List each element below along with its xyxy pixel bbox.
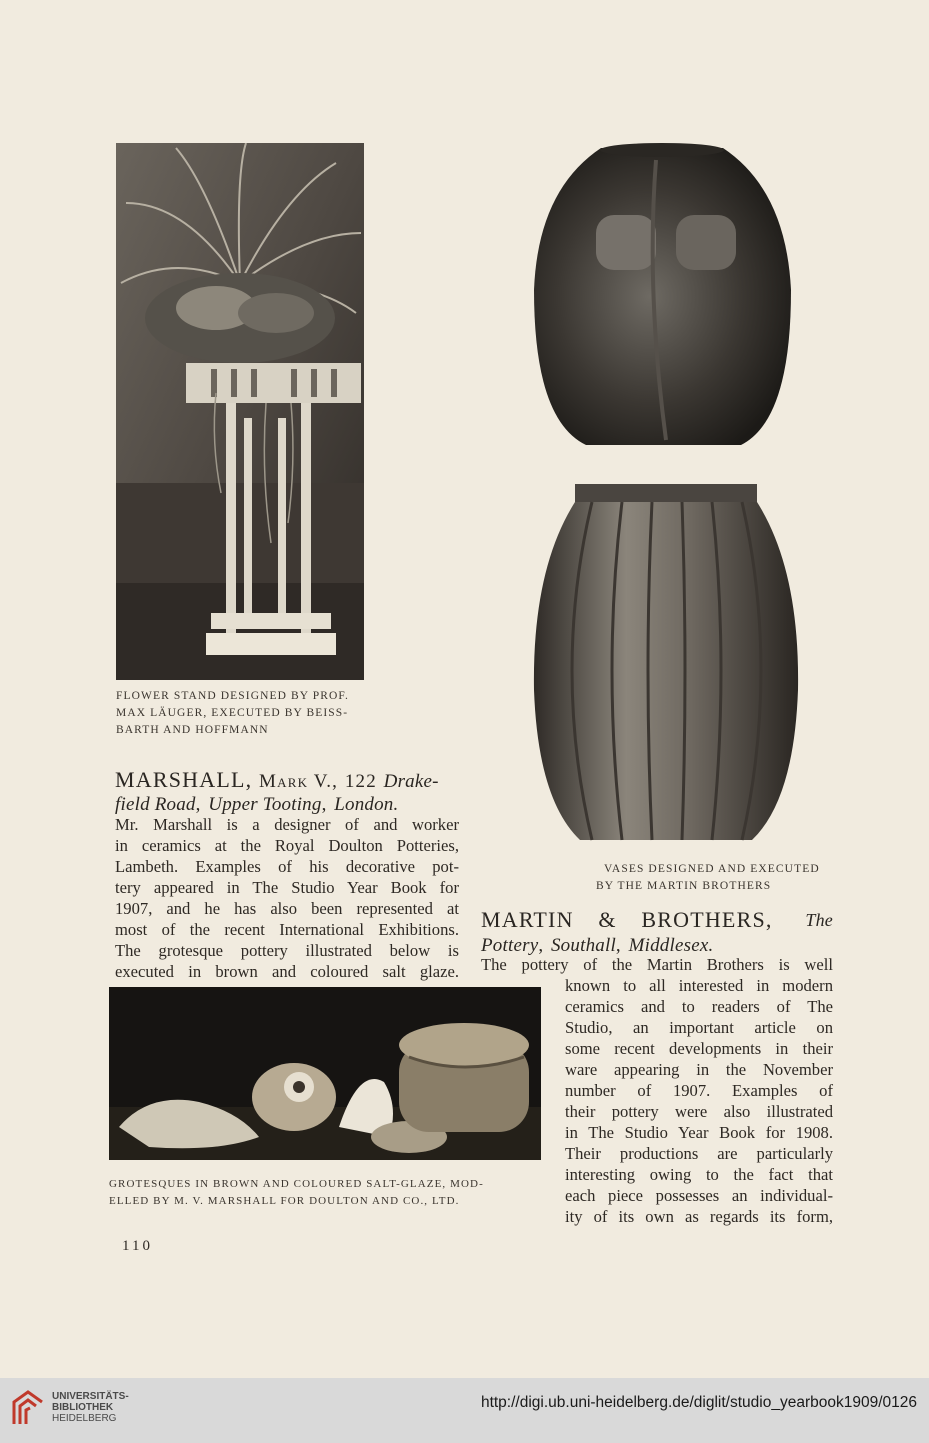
dark-vase-photo [526,140,798,452]
ribbed-vase-photo [532,480,800,846]
caption-line: VASES DESIGNED AND EXECUTED [604,863,820,875]
marshall-address-street: Drake- [383,771,439,792]
marshall-address-separator: , [321,794,328,815]
grotesques-illustration [109,987,541,1160]
text-line: in ceramics at the Royal Doulton Potteries, [115,836,459,855]
text-line: Mr. Marshall is a designer of and worker [115,815,459,834]
marshall-given-name: Mark V., [259,771,339,792]
flower-stand-caption [116,688,349,739]
marshall-address-city: London. [334,794,399,815]
text-line: interesting owing to the fact that [565,1165,833,1184]
martin-heading [481,907,833,933]
caption-line: BY THE MARTIN BROTHERS [596,880,772,892]
library-name-line: UNIVERSITÄTS- [52,1391,129,1402]
text-line: executed in brown and coloured salt glaze. [115,962,459,981]
vases-caption [596,861,820,895]
marshall-paragraph [115,814,459,982]
martin-address-pottery: Pottery [481,935,539,956]
flower-stand-illustration [116,143,364,680]
text-line: 1907, and he has also been represented at [115,899,459,918]
martin-address-the: The [805,910,833,930]
text-line: some recent developments in their [565,1039,833,1058]
library-name [52,1391,129,1424]
caption-line: FLOWER STAND DESIGNED BY PROF. [116,690,349,702]
text-line: their pottery were also illustrated [565,1102,833,1121]
text-line: in The Studio Year Book for 1908. [565,1123,833,1142]
text-line: tery appeared in The Studio Year Book for [115,878,459,897]
text-line: Lambeth. Examples of his decorative pot- [115,857,459,876]
library-name-line: HEIDELBERG [52,1413,117,1424]
dark-vase-illustration [526,140,798,452]
library-name-line: BIBLIOTHEK [52,1402,114,1413]
marshall-address-number: 122 [344,771,377,792]
text-line: each piece possesses an individual- [565,1186,833,1205]
flower-stand-photo [116,143,364,680]
marshall-address-district: Upper Tooting [208,794,322,815]
permalink-url[interactable]: http://digi.ub.uni-heidelberg.de/diglit/studio_yearbook1909/0126 [480,1394,917,1411]
martin-address-town: Southall [550,935,616,956]
text-line: Studio, an important article on [565,1018,833,1037]
martin-paragraph [481,954,833,1227]
text-line: most of the recent International Exhibitions. [115,920,459,939]
text-line: The grotesque pottery illustrated below is [115,941,459,960]
library-footer [0,1378,929,1443]
martin-address-county: Middlesex. [628,935,714,956]
marshall-address-road: field Road [115,794,196,815]
caption-line: ELLED BY M. V. MARSHALL FOR DOULTON AND CO., LTD. [109,1195,460,1207]
text-line: Their productions are particularly [565,1144,833,1163]
text-line: ware appearing in the November [565,1060,833,1079]
text-line: The pottery of the Martin Brothers is well [481,955,833,974]
caption-line: BARTH AND HOFFMANN [116,724,269,736]
marshall-address-separator: , [195,794,202,815]
martin-address-separator: , [615,935,622,956]
caption-line: MAX LÄUGER, EXECUTED BY BEISS- [116,707,349,719]
caption-line: GROTESQUES IN BROWN AND COLOURED SALT-GLAZE, MOD- [109,1178,484,1190]
text-line: ity of its own as regards its form, [565,1207,833,1226]
grotesques-caption [109,1176,484,1210]
page-number: 110 [122,1238,153,1254]
martin-name: MARTIN & BROTHERS, [481,907,773,932]
marshall-name: MARSHALL, [115,767,253,792]
text-line: ceramics and to readers of The [565,997,833,1016]
text-line: known to all interested in modern [565,976,833,995]
university-library-logo-icon [10,1388,46,1428]
text-line: number of 1907. Examples of [565,1081,833,1100]
grotesques-photo [109,987,541,1160]
ribbed-vase-illustration [532,480,800,846]
martin-address-separator: , [538,935,545,956]
